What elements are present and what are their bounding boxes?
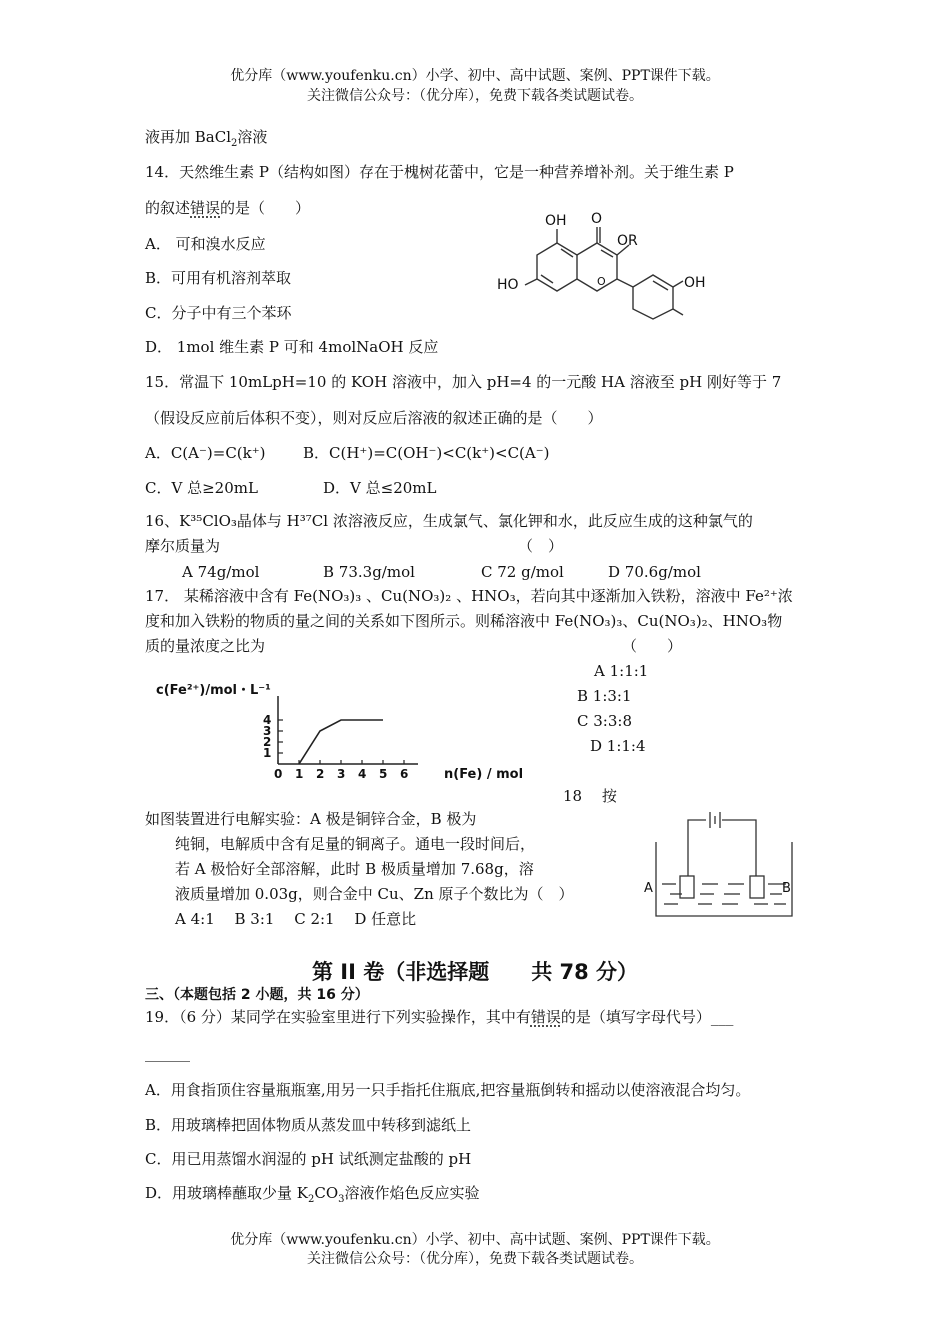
q17-paren: （ ）	[622, 637, 683, 655]
q16-stem-line-1: 16、K³⁵ClO₃晶体与 H³⁷Cl 浓溶液反应，生成氯气、氯化钾和水，此反应生成的这种氯气的	[145, 512, 753, 530]
q15-stem-line-2: （假设反应前后体积不变），则对反应后溶液的叙述正确的是（ ）	[145, 409, 603, 427]
q18-line-2: 纯铜，电解质中含有足量的铜离子。通电一段时间后，	[175, 835, 536, 853]
q19-answer-blank: ______	[145, 1044, 190, 1062]
q14-option-c: C．分子中有三个苯环	[145, 304, 292, 322]
chart-x-tick-label: 5	[379, 767, 388, 781]
struct-label-ho-left: HO	[497, 277, 519, 293]
fe-concentration-chart	[150, 672, 550, 784]
q19-option-c: C．用已用蒸馏水润湿的 pH 试纸测定盐酸的 pH	[145, 1150, 472, 1168]
chart-series-line	[299, 720, 383, 764]
q15-stem-line-1: 15．常温下 10mLpH=10 的 KOH 溶液中，加入 pH=4 的一元酸 HA 溶液至 pH 刚好等于 7	[145, 373, 782, 391]
chart-x-label: n(Fe) / mol	[444, 767, 524, 782]
q17-stem-line-2: 度和加入铁粉的物质的量之间的关系如下图所示。则稀溶液中 Fe(NO₃)₃、Cu(NO₃)₂、HNO₃物	[145, 612, 783, 630]
chart-y-tick-label: 3	[263, 724, 272, 738]
chart-y-tick-label: 4	[263, 713, 272, 727]
chart-x-tick-label: 0	[274, 767, 283, 781]
chart-x-tick-label: 2	[316, 767, 325, 781]
struct-label-o-top: O	[591, 211, 603, 227]
footer-line-2: 关注微信公众号：（优分库），免费下载各类试题试卷。	[307, 1251, 643, 1267]
q19-option-d: D．用玻璃棒蘸取少量 $K_2CO_3$溶液作焰色反应实验	[145, 1184, 480, 1205]
chart-y-tick-label: 2	[263, 735, 272, 749]
section-3-title: 三、（本题包括 2 小题，共 16 分）	[145, 987, 369, 1003]
q15-option-c: C．V 总≥20mL	[145, 479, 258, 497]
q16-option-b: B 73.3g/mol	[323, 563, 415, 581]
q17-option-a: A 1:1:1	[594, 662, 649, 680]
struct-label-or: OR	[617, 233, 638, 249]
q18-number: 18 按	[563, 787, 617, 805]
header-line-1: 优分库（www.youfenku.cn）小学、初中、高中试题、案例、PPT课件下载。	[230, 68, 720, 84]
chart-x-tick-label: 3	[337, 767, 346, 781]
electrode-label-a: A	[644, 881, 653, 896]
q15-option-d: D．V 总≤20mL	[323, 479, 437, 497]
header-line-2: 关注微信公众号：（优分库），免费下载各类试题试卷。	[307, 88, 643, 104]
q14-stem-line-2: 的叙述错误的是（ ）	[145, 199, 311, 217]
q17-option-b: B 1:3:1	[577, 687, 632, 705]
electrolysis-apparatus	[640, 798, 800, 922]
chart-x-tick-label: 6	[400, 767, 409, 781]
struct-label-oh-top: OH	[545, 213, 567, 229]
q15-option-b: B．C(H⁺)=C(OH⁻)<C(k⁺)<C(A⁻)	[303, 444, 550, 462]
q16-option-a: A 74g/mol	[182, 563, 260, 581]
q17-stem-line-3: 质的量浓度之比为	[145, 637, 266, 655]
part2-title: 第 II 卷（非选择题 共 78 分）	[311, 960, 639, 984]
chart-x-tick-label: 4	[358, 767, 367, 781]
electrode-label-b: B	[782, 881, 791, 896]
q16-option-d: D 70.6g/mol	[608, 563, 701, 581]
q14-stem-line-1: 14．天然维生素 P（结构如图）存在于槐树花蕾中，它是一种营养增补剂。关于维生素 P	[145, 163, 734, 181]
q18-line-3: 若 A 极恰好全部溶解，此时 B 极质量增加 7.68g，溶	[175, 860, 534, 878]
q14-option-a: A． 可和溴水反应	[145, 235, 266, 253]
footer-line-1: 优分库（www.youfenku.cn）小学、初中、高中试题、案例、PPT课件下载。	[230, 1232, 720, 1248]
q19-option-a: A．用食指顶住容量瓶瓶塞,用另一只手指托住瓶底,把容量瓶倒转和摇动以使溶液混合均匀。	[145, 1081, 751, 1099]
vitamin-p-structure	[495, 205, 720, 320]
chart-y-label: c(Fe²⁺)/mol・L⁻¹	[156, 683, 271, 698]
struct-label-oh-right: OH	[684, 275, 706, 291]
q18-line-4: 液质量增加 0.03g，则合金中 Cu、Zn 原子个数比为（ ）	[175, 885, 574, 903]
chart-y-tick-label: 1	[263, 746, 272, 760]
prev-question-tail: 液再加 BaCl$_2$溶液	[145, 128, 268, 149]
q16-option-c: C 72 g/mol	[481, 563, 564, 581]
q14-option-b: B．可用有机溶剂萃取	[145, 269, 292, 287]
q17-option-d: D 1:1:4	[590, 737, 646, 755]
q16-stem-line-2: 摩尔质量为	[145, 537, 221, 555]
svg-text:O: O	[597, 275, 606, 288]
q18-options: A 4:1 B 3:1 C 2:1 D 任意比	[175, 910, 417, 928]
q17-stem-line-1: 17． 某稀溶液中含有 Fe(NO₃)₃ 、Cu(NO₃)₂ 、HNO₃，若向其中逐渐加入铁粉，溶液中 Fe²⁺浓	[145, 587, 793, 605]
q14-option-d: D． 1mol 维生素 P 可和 4molNaOH 反应	[145, 338, 439, 356]
q15-option-a: A．C(A⁻)=C(k⁺)	[145, 444, 266, 462]
q17-option-c: C 3:3:8	[577, 712, 632, 730]
chart-x-tick-label: 1	[295, 767, 304, 781]
q16-paren: （ ）	[518, 537, 564, 555]
q18-line-1: 如图装置进行电解实验：A 极是铜锌合金，B 极为	[145, 810, 477, 828]
q19-option-b: B．用玻璃棒把固体物质从蒸发皿中转移到滤纸上	[145, 1116, 472, 1134]
q19-stem: 19．（6 分）某同学在实验室里进行下列实验操作，其中有错误的是（填写字母代号）___	[145, 1008, 734, 1026]
